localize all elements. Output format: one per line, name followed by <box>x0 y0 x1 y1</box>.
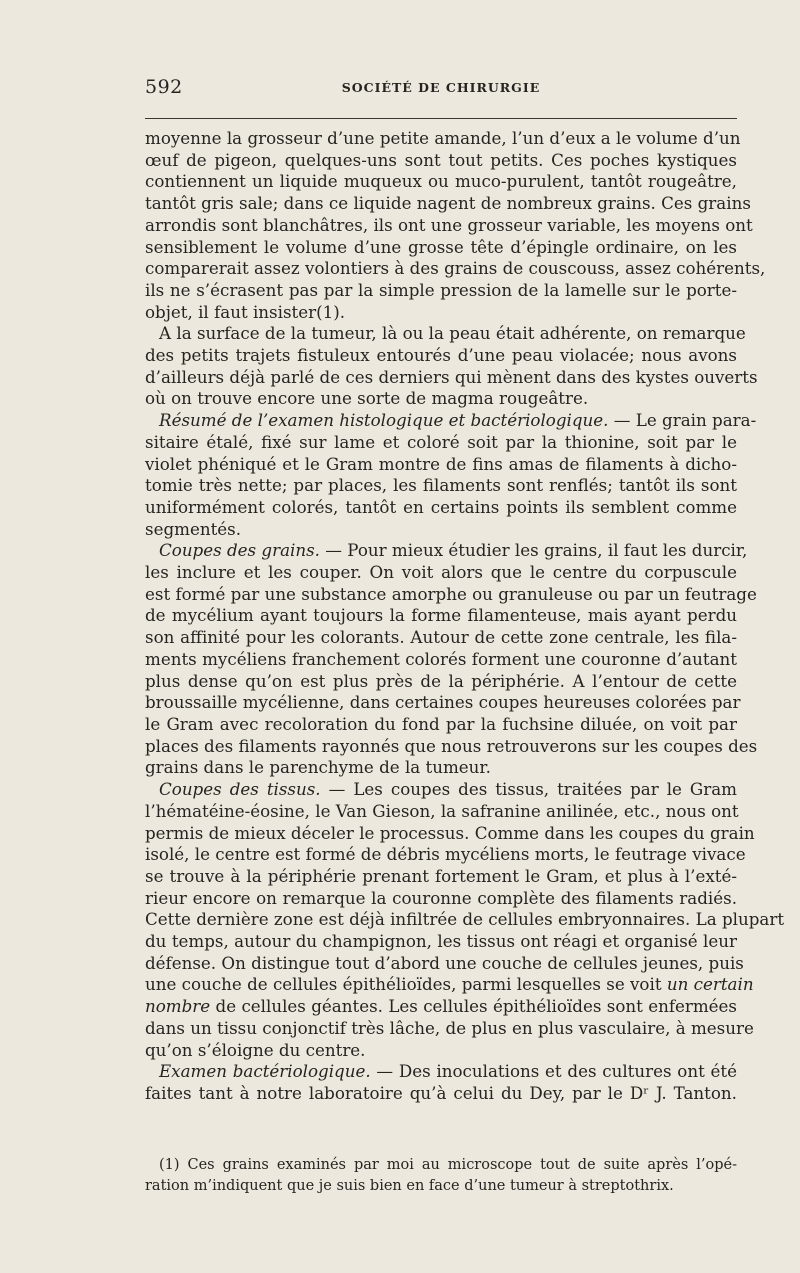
line-text: Cette dernière zone est déjà infiltrée de cellules embryonnaires. La plupart <box>145 909 785 930</box>
line-text: les inclure et les couper. On voit alors que le centre du corpuscule <box>145 562 737 583</box>
body-line <box>145 649 737 671</box>
italic-phrase: un certain <box>666 974 754 995</box>
body-line <box>145 345 737 367</box>
body-line <box>145 822 755 845</box>
body-line <box>145 193 751 215</box>
body-line <box>145 1040 737 1062</box>
line-text: est formé par une substance amorphe ou granuleuse ou par un feutrage <box>145 583 757 604</box>
line-text: se trouve à la périphérie prenant fortement le Gram, et plus à l’exté- <box>145 865 737 886</box>
line-text: sitaire étalé, fixé sur lame et coloré soit par la thionine, soit par le <box>145 431 737 452</box>
line-text: son affinité pour les colorants. Autour de cette zone centrale, les fila- <box>145 627 737 648</box>
line-text: uniformément colorés, tantôt en certains points ils semblent comme <box>145 496 737 517</box>
body-line <box>145 432 737 454</box>
body-line <box>145 583 757 606</box>
line-text: segmentés. <box>145 518 242 539</box>
line-text: grains dans le parenchyme de la tumeur. <box>145 757 491 778</box>
footnote-line <box>145 1176 737 1197</box>
line-text: l’hématéine-éosine, le Van Gieson, la safranine anilinée, etc., nous ont <box>145 800 739 821</box>
line-text: dans un tissu conjonctif très lâche, de plus en plus vasculaire, à mesure <box>145 1017 754 1038</box>
line-text: qu’on s’éloigne du centre. <box>145 1039 366 1060</box>
page-number: 592 <box>145 76 183 98</box>
body-line <box>145 1083 737 1105</box>
italic-heading: Coupes des grains. <box>159 540 320 561</box>
footnote <box>145 1155 737 1197</box>
line-text: tomie très nette; par places, les filaments sont renflés; tantôt ils sont <box>145 475 737 496</box>
page-header <box>145 76 737 102</box>
line-text: ration m’indiquent que je suis bien en face d’une tumeur à streptothrix. <box>145 1178 674 1194</box>
body-line <box>145 779 737 801</box>
body-line <box>145 974 754 996</box>
body-line <box>145 671 737 693</box>
line-text: sensiblement le volume d’une grosse tête d’épingle ordinaire, on les <box>145 236 737 257</box>
body-line <box>145 757 737 779</box>
body-line <box>145 909 785 931</box>
body-line <box>145 866 737 888</box>
italic-heading: nombre <box>145 996 211 1017</box>
body-line <box>145 1017 754 1040</box>
line-text: rieur encore on remarque la couronne complète des filaments radiés. <box>145 887 737 908</box>
line-text: A la surface de la tumeur, là ou la peau était adhérente, on remarque <box>159 323 746 344</box>
body-line <box>145 280 737 302</box>
line-text: arrondis sont blanchâtres, ils ont une grosseur variable, les moyens ont <box>145 214 753 235</box>
body-line <box>145 844 746 866</box>
body-line <box>145 888 737 910</box>
body-line <box>145 475 737 497</box>
line-text: de mycélium ayant toujours la forme filamenteuse, mais ayant perdu <box>145 605 737 626</box>
italic-heading: Examen bactériologique. <box>159 1061 371 1082</box>
body-line <box>145 237 737 259</box>
line-text: broussaille mycélienne, dans certaines coupes heureuses colorées par <box>145 692 741 713</box>
body-text <box>145 128 785 1105</box>
line-text: de cellules géantes. Les cellules épithélioïdes sont enfermées <box>210 996 737 1017</box>
body-line <box>145 692 741 714</box>
line-text: tantôt gris sale; dans ce liquide nagent de nombreux grains. Ces grains <box>145 193 751 214</box>
line-text: le Gram avec recoloration du fond par la fuchsine diluée, on voit par <box>145 713 737 734</box>
header-rule <box>145 118 737 119</box>
line-text: ments mycéliens franchement colorés forment une couronne d’autant <box>145 648 737 669</box>
body-line <box>145 519 737 541</box>
line-text: violet phéniqué et le Gram montre de fins amas de filaments à dicho- <box>145 453 737 474</box>
body-line <box>145 801 737 823</box>
line-text: objet, il faut insister(1). <box>145 301 346 322</box>
line-text: comparerait assez volontiers à des grains de couscouss, assez cohérents, <box>145 258 766 279</box>
line-text: faites tant à notre laboratoire qu’à celui du Dey, par le Dʳ J. Tanton. <box>145 1082 737 1103</box>
line-text: (1) Ces grains examinés par moi au microscope tout de suite après l’opé- <box>159 1157 737 1173</box>
body-line <box>145 128 741 150</box>
line-text: contiennent un liquide muqueux ou muco-purulent, tantôt rougeâtre, <box>145 171 737 192</box>
body-line <box>145 171 737 193</box>
body-line <box>145 366 758 389</box>
line-text: — Les coupes des tissus, traitées par le Gram <box>320 779 738 800</box>
line-text: ils ne s’écrasent pas par la simple pression de la lamelle sur le porte- <box>145 279 737 300</box>
line-text: permis de mieux déceler le processus. Comme dans les coupes du grain <box>145 822 755 843</box>
line-text: plus dense qu’on est plus près de la périphérie. A l’entour de cette <box>145 670 737 691</box>
body-line <box>145 214 753 237</box>
body-line <box>145 562 737 584</box>
body-line <box>145 540 748 562</box>
line-text: places des filaments rayonnés que nous retrouverons sur les coupes des <box>145 735 758 756</box>
body-line <box>145 627 737 649</box>
italic-heading: Coupes des tissus. <box>159 779 321 800</box>
body-line <box>145 454 737 476</box>
body-line <box>145 258 766 280</box>
line-text: œuf de pigeon, quelques-uns sont tout petits. Ces poches kystiques <box>145 149 737 170</box>
body-line <box>145 388 737 410</box>
line-text: du temps, autour du champignon, les tissus ont réagi et organisé leur <box>145 931 737 952</box>
line-text: — Le grain para- <box>608 410 757 431</box>
running-title: SOCIÉTÉ DE CHIRURGIE <box>341 80 541 95</box>
body-line <box>145 302 737 324</box>
line-text: des petits trajets fistuleux entourés d’une peau violacée; nous avons <box>145 345 737 366</box>
line-text: moyenne la grosseur d’une petite amande, l’un d’eux a le volume d’un <box>145 128 741 148</box>
body-line <box>145 735 758 758</box>
line-text: d’ailleurs déjà parlé de ces derniers qui mènent dans des kystes ouverts <box>145 366 758 387</box>
body-line <box>145 714 737 736</box>
line-text: — Pour mieux étudier les grains, il faut les durcir, <box>319 540 748 561</box>
line-text: défense. On distingue tout d’abord une couche de cellules jeunes, puis <box>145 952 744 973</box>
body-line <box>145 410 757 432</box>
line-text: où on trouve encore une sorte de magma rougeâtre. <box>145 388 589 409</box>
body-line <box>145 323 746 345</box>
italic-heading: Résumé de l’examen histologique et bactériologique. <box>159 410 609 431</box>
body-line <box>145 931 737 953</box>
body-line <box>145 150 737 172</box>
line-text: — Des inoculations et des cultures ont été <box>370 1061 737 1082</box>
body-line <box>145 952 744 975</box>
footnote-line <box>145 1155 737 1176</box>
body-line <box>145 1061 737 1083</box>
body-line <box>145 996 737 1018</box>
body-line <box>145 497 737 519</box>
line-text: isolé, le centre est formé de débris mycéliens morts, le feutrage vivace <box>145 844 746 865</box>
body-line <box>145 605 737 627</box>
line-text: une couche de cellules épithélioïdes, parmi lesquelles se voit <box>145 974 667 995</box>
